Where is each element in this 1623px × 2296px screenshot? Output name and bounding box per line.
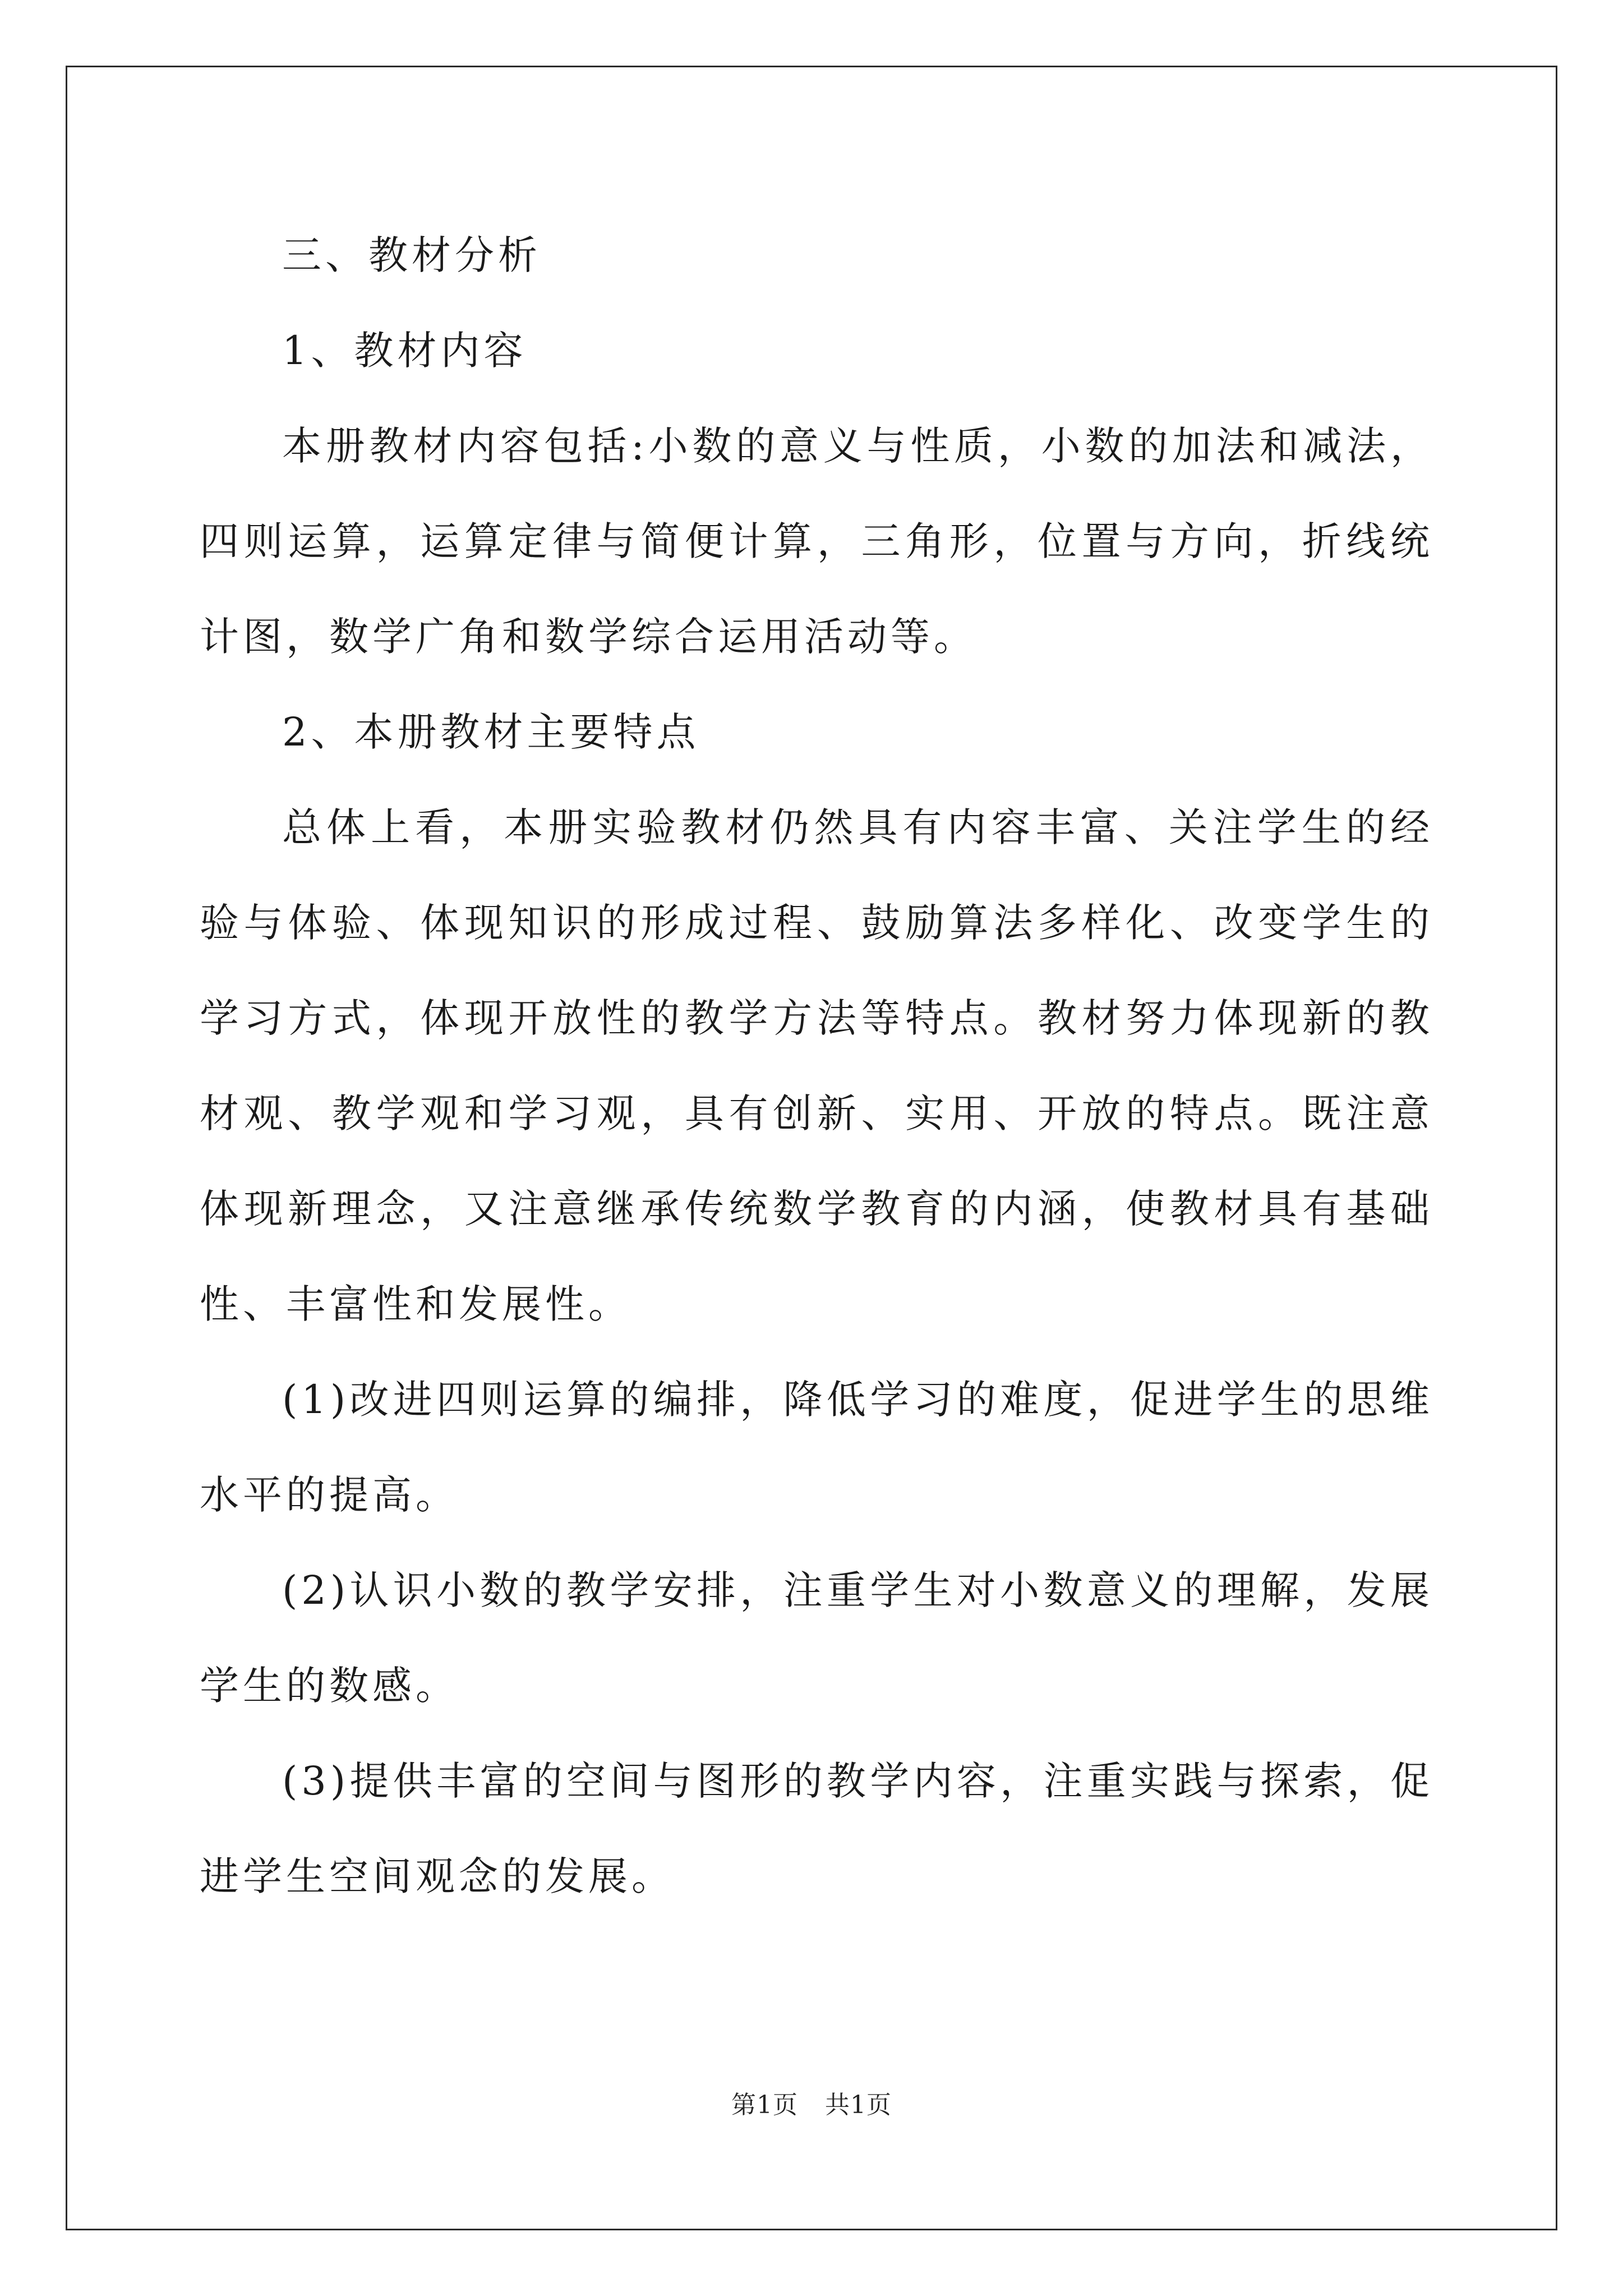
- page-footer: [0, 2085, 1623, 2120]
- list-item-1: (1)改进四则运算的编排，降低学习的难度，促进学生的思维水平的提高。: [200, 1377, 1433, 1518]
- list-item-3: (3)提供丰富的空间与图形的教学内容，注重实践与探索，促进学生空间观念的发展。: [200, 1758, 1433, 1899]
- section-heading: 三、教材分析: [282, 232, 541, 278]
- subsection-heading-content: 1、教材内容: [282, 328, 527, 374]
- subsection-heading-features: 2、本册教材主要特点: [282, 709, 700, 755]
- list-item-2: (2)认识小数的教学安排，注重学生对小数意义的理解，发展学生的数感。: [200, 1567, 1433, 1709]
- paragraph-content: 本册教材内容包括:小数的意义与性质，小数的加法和减法，四则运算，运算定律与简便计算，三角形，位置与方向，折线统计图，数学广角和数学综合运用活动等。: [200, 423, 1433, 660]
- paragraph-features: 总体上看，本册实验教材仍然具有内容丰富、关注学生的经验与体验、体现知识的形成过程、鼓励算法多样化、改变学生的学习方式，体现开放性的教学方法等特点。教材努力体现新的教材观、教学观和学习观，具有创新、实用、开放的特点。既注意体现新理念，又注意继承传统数学教育的内涵，使教材具有基础性、丰富性和发展性。: [200, 804, 1433, 1327]
- page-total: 共1页: [825, 2091, 892, 2119]
- page-number: 第1页: [731, 2091, 798, 2119]
- document-body: [200, 208, 1433, 1924]
